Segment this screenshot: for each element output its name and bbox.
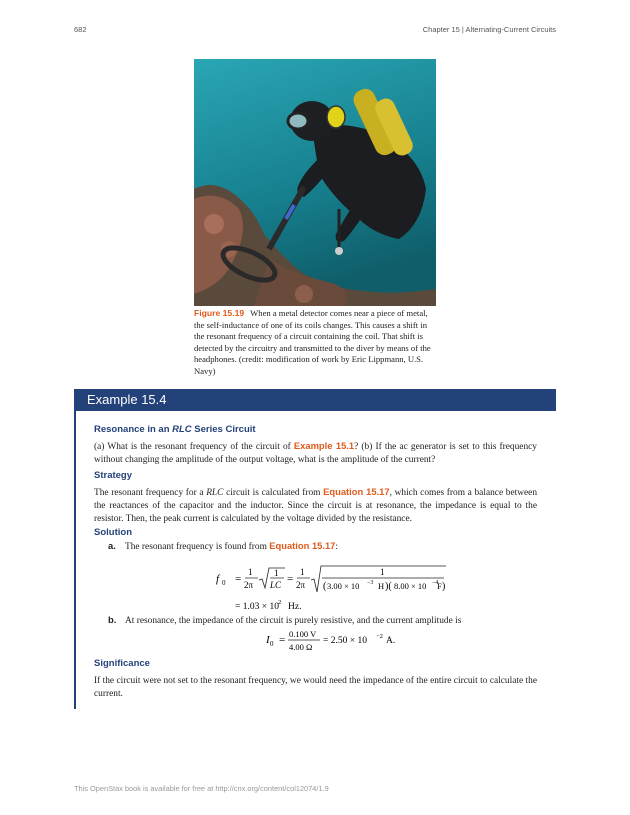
eq1-den3: 2π [296,580,306,590]
strategy-heading: Strategy [94,470,133,481]
figure-caption [194,308,438,378]
eq1-lhs: f [216,573,220,585]
item-b-text: At resonance, the impedance of the circuit is purely resistive, and the current amplitude is [125,616,462,626]
solution-item-a [108,540,338,552]
figure-label: Figure 15.19 [194,308,245,318]
eq2-lhs: I [266,634,270,646]
strategy-post: , which comes from a balance between the reactances of the capacitor and the inductor. Since the circuit is at resonance, the impedance is equal to the resistor. Then, the peak current is calculated by the voltage divided by the resistance. [94,488,538,524]
eq1-paren-mid: )( [385,581,392,592]
eq2-rhs-exp: −2 [376,633,383,640]
eq1-num2: 1 [274,568,279,578]
eq1-val2: 8.00 × 10 [394,581,427,591]
example-left-rule [74,411,76,709]
eq1-num4: 1 [380,567,385,577]
question-pre: (a) What is the resonant frequency of the circuit of [94,442,294,452]
eq1-eq1: = [235,573,242,585]
eq1-unit2: F [437,581,442,591]
eq1-num1: 1 [248,567,253,577]
strategy-pre: The resonant frequency for a [94,488,207,498]
question-post: ? (b) If the ac generator is set to this frequency without changing the amplitude of the output voltage, what is the amplitude of the current? [94,442,537,465]
eq1-result: = 1.03 × 10 [235,602,279,612]
eq1-lhs-sub: 0 [222,579,226,587]
solution-heading: Solution [94,527,132,538]
current-amplitude-equation [262,626,412,656]
figure-caption-text: When a metal detector comes near a piece of metal, the self-inductance of one of its coils changes. This causes a shift in the resonant frequency of a circuit containing the coil. That shift is detected by the circuitry and transmitted to the diver by means of the headphones. (credit: modification of work by Eric Lippmann, U.S. Navy) [194,308,431,376]
example-15-1-link[interactable]: Example 15.1 [293,440,355,451]
strategy-text [94,485,537,526]
strategy-em: RLC [206,488,224,498]
page-footer: This OpenStax book is available for free at http://cnx.org/content/col12074/1.9 [74,784,329,793]
eq1-exp1: −3 [367,580,374,586]
item-b-label: b. [108,614,117,625]
equation-15-17-link-2[interactable]: Equation 15.17 [269,540,336,551]
eq1-unit1: H [378,581,385,591]
eq2-num: 0.100 V [289,629,317,639]
eq2-lhs-sub: 0 [270,640,274,648]
eq1-exp2: −4 [432,580,439,586]
eq2-den: 4.00 Ω [289,642,313,652]
page-number: 682 [74,25,87,34]
significance-heading: Significance [94,658,150,669]
eq1-paren1-open: ( [323,581,327,592]
diver-photo [194,59,436,306]
example-title: Example 15.4 [87,392,167,407]
heading-post: Series Circuit [191,424,256,435]
eq1-result-exp: 2 [278,599,282,606]
eq1-paren2-close: ) [442,581,446,592]
eq2-rhs-unit: A. [386,636,396,646]
solution-item-b [108,614,461,626]
resonant-frequency-equation [210,560,470,615]
heading-em: RLC [172,424,192,435]
eq1-val1: 3.00 × 10 [327,581,360,591]
significance-text: If the circuit were not set to the resonant frequency, we would need the impedance of the entire circuit to calculate the current. [94,676,537,699]
running-header: Chapter 15 | Alternating-Current Circuits [422,25,556,34]
example-title-bar [74,389,556,411]
eq2-eq: = [279,634,286,646]
heading-pre: Resonance in an [94,424,173,435]
diver-illustration [194,59,436,306]
eq2-rhs: = 2.50 × 10 [323,636,367,646]
strategy-mid: circuit is calculated from [223,488,324,498]
example-heading [94,424,256,435]
example-question [94,439,537,467]
eq1-result-unit: Hz. [288,602,302,612]
item-a-pre: The resonant frequency is found from [125,542,270,552]
item-a-post: : [335,542,339,552]
eq1-eq2: = [287,573,294,585]
item-a-label: a. [108,540,116,551]
equation-15-17-link[interactable]: Equation 15.17 [323,486,390,497]
eq1-lc: LC [270,580,282,590]
eq1-num3: 1 [300,567,305,577]
eq1-den1: 2π [244,580,254,590]
